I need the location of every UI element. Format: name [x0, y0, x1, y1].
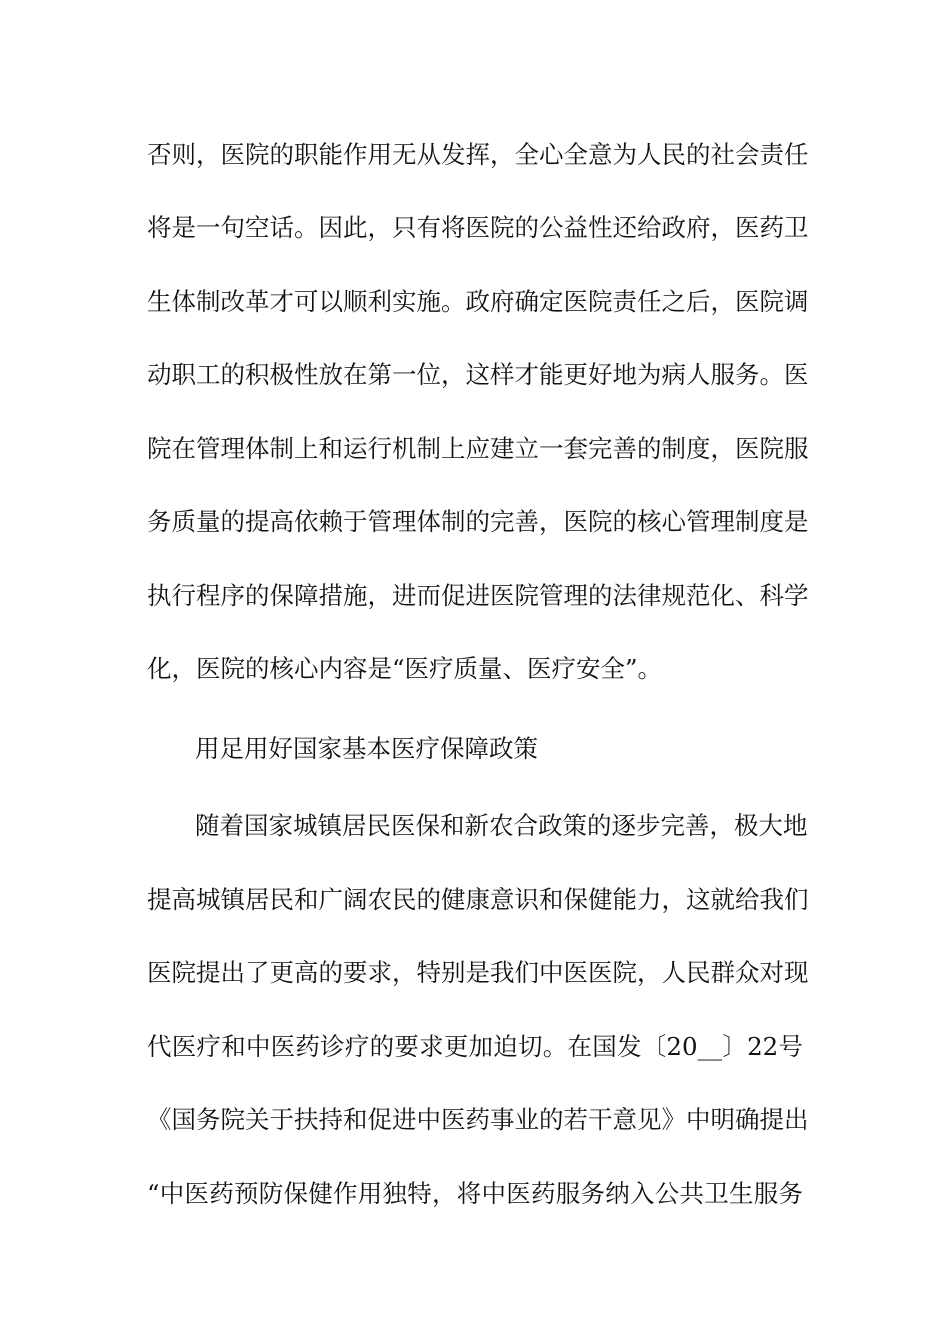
text-line-1: 否则，医院的职能作用无从发挥，全心全意为人民的社会责任 — [147, 140, 809, 169]
text-line-7: 执行程序的保障措施，进而促进医院管理的法律规范化、科学 — [147, 581, 809, 610]
text-line-6: 务质量的提高依赖于管理体制的完善，医院的核心管理制度是 — [147, 507, 809, 536]
text-line-11: 提高城镇居民和广阔农民的健康意识和保健能力，这就给我们 — [147, 885, 809, 914]
text-line-14: 《国务院关于扶持和促进中医药事业的若干意见》中明确提出 — [147, 1105, 809, 1134]
text-line-8: 化，医院的核心内容是“医疗质量、医疗安全”。 — [147, 654, 663, 683]
text-line-3: 生体制改革才可以顺利实施。政府确定医院责任之后，医院调 — [147, 287, 809, 316]
text-line-13: 代医疗和中医药诊疗的要求更加迫切。在国发〔20__〕22号 — [147, 1032, 803, 1061]
text-line-10: 随着国家城镇居民医保和新农合政策的逐步完善，极大地 — [195, 811, 808, 840]
text-line-5: 院在管理体制上和运行机制上应建立一套完善的制度，医院服 — [147, 434, 809, 463]
text-line-4: 动职工的积极性放在第一位，这样才能更好地为病人服务。医 — [147, 360, 809, 389]
text-line-15: “中医药预防保健作用独特，将中医药服务纳入公共卫生服务 — [147, 1179, 803, 1208]
section-heading: 用足用好国家基本医疗保障政策 — [195, 734, 538, 763]
text-line-12: 医院提出了更高的要求，特别是我们中医医院，人民群众对现 — [147, 958, 809, 987]
text-line-2: 将是一句空话。因此，只有将医院的公益性还给政府，医药卫 — [147, 213, 809, 242]
